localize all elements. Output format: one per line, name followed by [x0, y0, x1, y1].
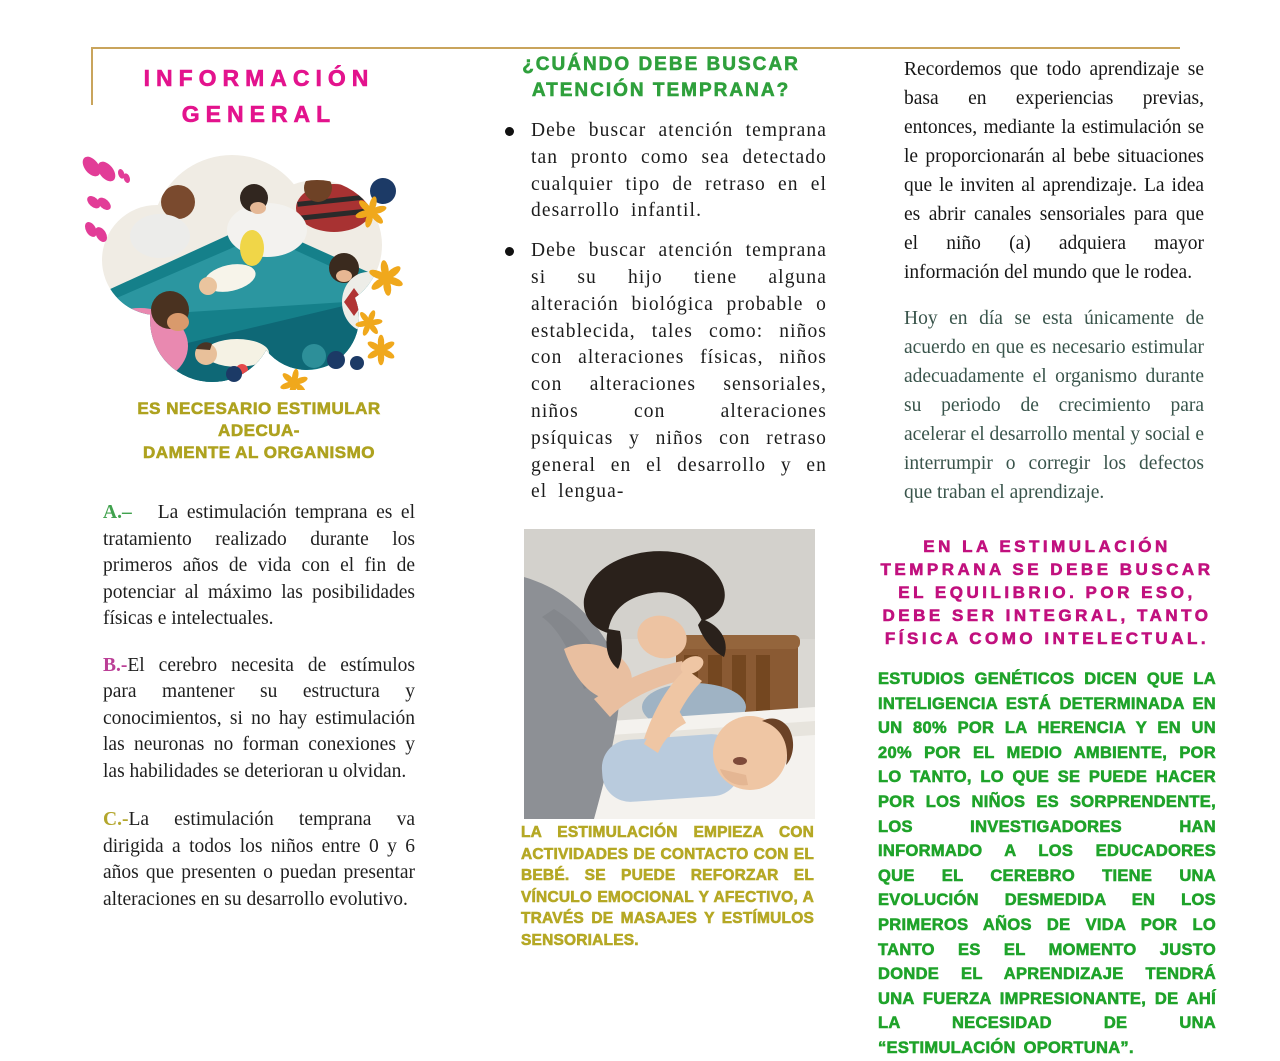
right-paragraph-2: Hoy en día se esta únicamente de acuerdo en que es necesario estimular adecuadamente el organismo durante su periodo de crecimiento para acelerar el desarrollo mental y social e interrumpir o corregir los defectos que traban el aprendizaje.	[904, 308, 1204, 503]
paragraph-a	[103, 500, 415, 633]
paragraph-a-label: A.–	[103, 502, 132, 523]
paragraph-b	[103, 653, 415, 786]
bullet-list	[495, 118, 827, 506]
column-recordemos	[878, 52, 1216, 1061]
paragraph-b-label: B.-	[103, 654, 128, 676]
mother-baby-photo-graphic	[524, 529, 815, 819]
right-heading: EN LA ESTIMULACIÓN TEMPRANA SE DEBE BUSCAR EL EQUILIBRIO. POR ESO, DEBE SER INTEGRAL, TANTO FÍSICA COMO INTELECTUAL.	[880, 537, 1214, 648]
children-photo-collage-graphic	[82, 150, 434, 390]
page-title	[103, 60, 415, 132]
genetic-studies-block: ESTUDIOS GENÉTICOS DICEN QUE LA INTELIGENCIA ESTÁ DETERMINADA EN UN 80% POR LA HERENCIA Y EN UN 20% POR EL MEDIO AMBIENTE, POR LO TANTO, LO QUE SE PUEDE HACER POR LOS NIÑOS ES SORPRENDENTE, LOS INVESTIGADORES HAN INFORMADO A LOS EDUCADORES QUE EL CEREBRO TIENE UNA EVOLUCIÓN DESMEDIDA EN LOS PRIMEROS AÑOS DE VIDA POR LO TANTO ES EL MOMENTO JUSTO DONDE EL APRENDIZAJE TENDRÁ UNA FUERZA IMPRESIONANTE, DE AHÍ LA NECESIDAD DE UNA “ESTIMULACIÓN OPORTUNA”.	[878, 670, 1216, 1057]
list-item	[495, 238, 827, 506]
butterfly-icon	[113, 167, 134, 186]
left-border-line	[91, 47, 93, 105]
middle-heading	[495, 52, 827, 104]
paragraph-c-text: La estimulación temprana va dirigida a todos los niños entre 0 y 6 años que presenten o puedan presentar alteraciones en su desarrollo evolutivo.	[103, 809, 415, 910]
bullet-2-text: Debe buscar atención temprana si su hijo tiene alguna alteración biológica probable o establecida, tales como: niños con alteraciones físicas, niños con alteraciones sensoriales, niños con alteraciones psíquicas y niños con retraso general en el desarrollo y en el lengua-	[531, 240, 827, 503]
middle-heading-line1: ¿CUÁNDO DEBE BUSCAR	[522, 54, 800, 75]
page-title-line1: INFORMACIÓN	[143, 65, 375, 91]
top-border-line	[91, 47, 1180, 49]
flower-icon	[366, 335, 396, 365]
list-item	[495, 118, 827, 225]
paragraph-c	[103, 807, 415, 913]
page-title-line2: GENERAL	[181, 101, 337, 127]
middle-heading-line2: ATENCIÓN TEMPRANA?	[531, 80, 791, 101]
right-paragraph-1: Recordemos que todo aprendizaje se basa en experiencias previas, entonces, mediante la estimulación se le proporcionarán al bebe situaciones que le inviten al aprendizaje. La idea es abrir canales sensoriales para que el niño (a) adquiera mayor información del mundo que le rodea.	[904, 59, 1204, 283]
photo-caption: LA ESTIMULACIÓN EMPIEZA CON ACTIVIDADES DE CONTACTO CON EL BEBÉ. SE PUEDE REFORZAR EL VÍNCULO EMOCIONAL Y AFECTIVO, A TRAVÉS DE MASAJES Y ESTÍMULOS SENSORIALES.	[521, 824, 814, 949]
bullet-icon	[505, 247, 514, 256]
paragraph-c-label: C.-	[103, 809, 129, 830]
left-subtitle	[103, 398, 415, 464]
paragraph-a-text: La estimulación temprana es el tratamiento realizado durante los primeros años de vida con el fin de potenciar al máximo las posibilidades físicas e intelectuales.	[103, 502, 415, 629]
butterfly-icon	[82, 153, 119, 184]
column-informacion-general	[103, 52, 415, 913]
left-subtitle-line2: DAMENTE AL ORGANISMO	[143, 443, 375, 462]
bullet-icon	[505, 127, 514, 136]
mother-baby-photo	[524, 529, 815, 819]
butterfly-icon	[84, 190, 114, 216]
left-subtitle-line1: ES NECESARIO ESTIMULAR ADECUA-	[137, 399, 381, 440]
bullet-1-text: Debe buscar atención temprana tan pronto como sea detectado cualquier tipo de retraso en el desarrollo infantil.	[531, 120, 827, 222]
paragraph-b-text: El cerebro necesita de estímulos para mantener su estructura y conocimientos, si no hay estimulación las neuronas no forman conexiones y las habilidades se deterioran u olvidan.	[103, 654, 415, 782]
children-stimulation-photo	[103, 150, 415, 390]
column-cuando-buscar-atencion	[495, 52, 827, 951]
